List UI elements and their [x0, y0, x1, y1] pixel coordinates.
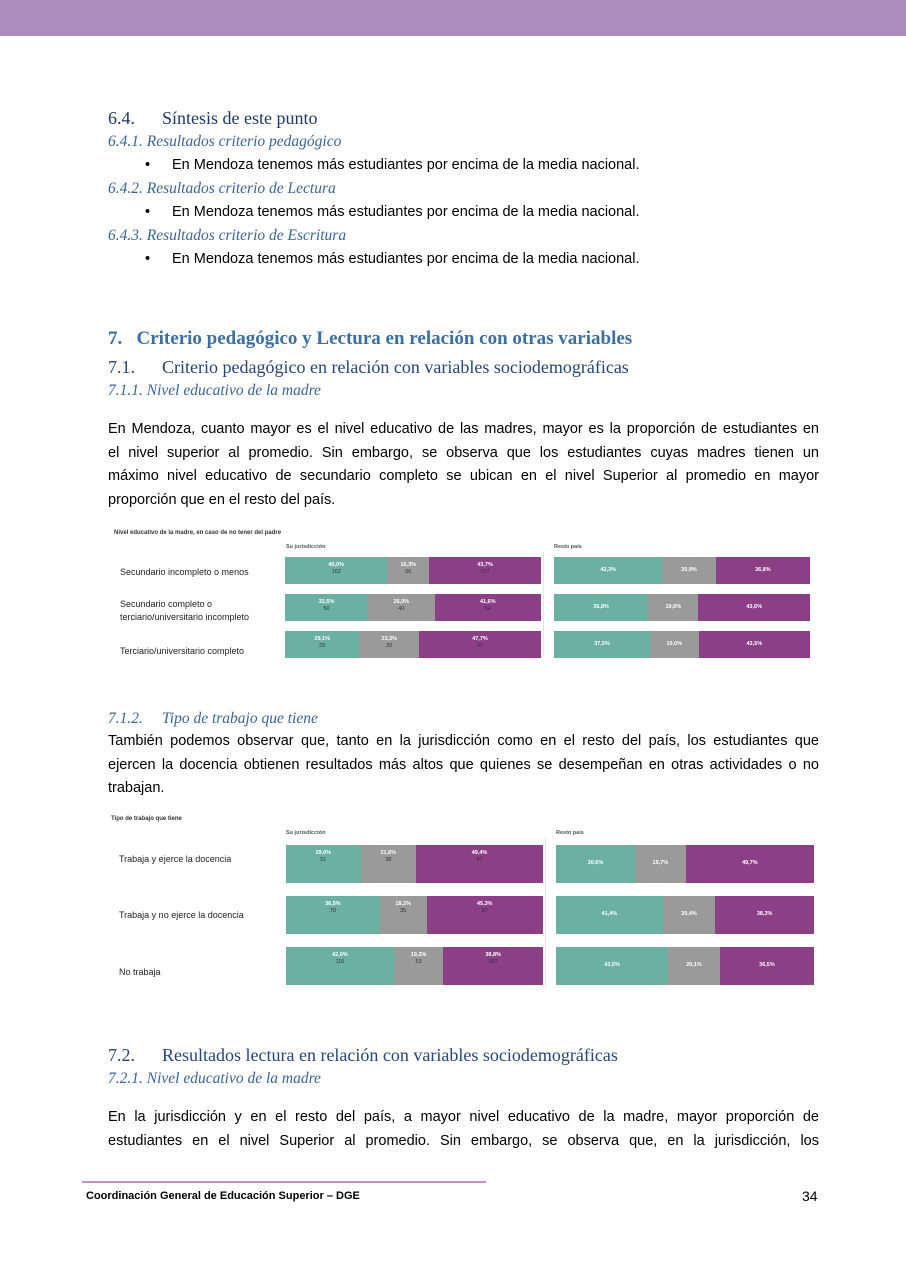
segment-promedio	[361, 845, 417, 883]
data-label: 29,0%	[315, 850, 332, 856]
panel-title-resto-pais: Resto país	[554, 544, 582, 550]
paragraph-line: En la jurisdicción y en el resto del país, a mayor nivel educativo de la madre, mayor proporción de	[108, 1109, 819, 1125]
category-label	[120, 566, 249, 579]
section-title: Criterio pedagógico en relación con variables sociodemográficas	[162, 357, 629, 377]
segment-promedio	[635, 845, 686, 883]
segment-debajo	[285, 557, 387, 584]
bullet-icon: •	[145, 157, 151, 173]
category-label-line: Trabaja y ejerce la docencia	[119, 854, 232, 864]
data-label: 19,0%	[666, 640, 683, 647]
segment-superior	[427, 896, 543, 934]
category-label	[119, 966, 161, 979]
count-label: 87	[481, 908, 488, 914]
section-7-heading: 7. Criterio pedagógico y Lectura en relación con otras variables	[108, 328, 633, 349]
section-title: Tipo de trabajo que tiene	[162, 710, 318, 727]
data-label: 32,5%	[318, 599, 335, 605]
data-label: 43,7%	[477, 562, 493, 568]
count-label: 35	[400, 908, 407, 914]
data-label: 16,3%	[400, 562, 417, 568]
stacked-bar-jurisdiccion	[286, 845, 543, 883]
section-6-4-1-heading: 6.4.1. Resultados criterio pedagógico	[108, 133, 342, 150]
category-label	[120, 598, 249, 624]
count-label: 162	[331, 569, 341, 575]
data-label: 36,8%	[755, 566, 771, 573]
stacked-bar-resto-pais	[556, 896, 814, 934]
footer-text: Coordinación General de Educación Superior – DGE	[86, 1190, 360, 1202]
section-number: 7.1.2.	[108, 710, 143, 727]
section-7-2-1-heading: 7.2.1. Nivel educativo de la madre	[108, 1070, 321, 1087]
segment-debajo	[286, 947, 394, 985]
count-label: 70	[329, 908, 336, 914]
stacked-bar-jurisdiccion	[286, 896, 543, 934]
paragraph-line: estudiantes en el nivel Superior al promedio. Sin embargo, se observa que, en la jurisdicción, los	[108, 1132, 819, 1149]
section-number: 6.4.	[108, 108, 135, 128]
data-label: 41,4%	[601, 911, 618, 917]
section-6-4-2-heading: 6.4.2. Resultados criterio de Lectura	[108, 180, 336, 197]
segment-promedio	[380, 896, 427, 934]
section-7-2-heading	[108, 1045, 618, 1066]
paragraph-line: trabajan.	[108, 780, 165, 797]
segment-superior	[435, 594, 541, 621]
stacked-bar-resto-pais	[554, 631, 810, 658]
data-label: 19,2%	[410, 952, 427, 958]
section-number: 7.1.	[108, 357, 135, 377]
segment-promedio	[368, 594, 434, 621]
segment-promedio	[394, 947, 443, 985]
chart-tipo-de-trabajo	[110, 814, 816, 990]
segment-superior	[429, 557, 541, 584]
panel-divider	[545, 838, 546, 988]
data-label: 20,4%	[681, 911, 697, 917]
count-label: 38	[385, 857, 392, 863]
data-label: 26,0%	[393, 599, 410, 605]
stacked-bar-jurisdiccion	[285, 557, 541, 584]
data-label: 37,5%	[594, 640, 610, 647]
count-label: 66	[405, 569, 412, 575]
paragraph-line: También podemos observar que, tanto en la jurisdicción como en el resto del país, los estudiantes que	[108, 733, 819, 749]
section-number: 7.2.	[108, 1045, 135, 1065]
segment-debajo	[286, 896, 380, 934]
stacked-bar-jurisdiccion	[285, 631, 541, 658]
count-label: 40	[398, 606, 405, 612]
segment-superior	[716, 557, 810, 584]
data-label: 30,6%	[587, 860, 604, 866]
segment-debajo	[554, 594, 648, 621]
category-label	[119, 853, 231, 866]
category-label-line: Terciario/universitario completo	[120, 646, 245, 656]
segment-superior	[720, 947, 814, 985]
stacked-bar-jurisdiccion	[285, 594, 541, 621]
data-label: 21,6%	[380, 850, 397, 856]
data-label: 20,1%	[686, 962, 702, 968]
data-label: 29,1%	[314, 636, 330, 642]
segment-superior	[419, 631, 541, 658]
segment-debajo	[556, 947, 668, 985]
data-label: 47,7%	[472, 636, 488, 642]
section-6-4-3-heading: 6.4.3. Resultados criterio de Escritura	[108, 227, 347, 244]
bullet-item	[145, 157, 745, 177]
data-label: 49,4%	[471, 850, 488, 856]
count-label: 20	[386, 643, 393, 649]
bullet-text: En Mendoza tenemos más estudiantes por encima de la media nacional.	[172, 157, 640, 173]
data-label: 18,2%	[395, 901, 411, 907]
segment-promedio	[648, 594, 698, 621]
segment-promedio	[387, 557, 429, 584]
segment-debajo	[285, 631, 359, 658]
bullet-icon: •	[145, 204, 151, 220]
top-banner	[0, 0, 906, 36]
segment-superior	[416, 845, 543, 883]
paragraph-line: máximo nivel educativo de secundario completo se ubican en el nivel Superior al promedio en mayor	[108, 468, 819, 485]
segment-debajo	[554, 631, 650, 658]
data-label: 20,9%	[681, 566, 697, 573]
count-label: 25	[319, 643, 326, 649]
page-number: 34	[802, 1188, 818, 1204]
bullet-text: En Mendoza tenemos más estudiantes por encima de la media nacional.	[172, 251, 640, 267]
bullet-text: En Mendoza tenemos más estudiantes por encima de la media nacional.	[172, 204, 640, 220]
segment-superior	[686, 845, 814, 883]
data-label: 43,6%	[746, 603, 762, 610]
stacked-bar-resto-pais	[556, 947, 814, 985]
data-label: 49,7%	[742, 860, 758, 866]
data-label: 41,6%	[479, 599, 496, 605]
data-label: 38,8%	[485, 952, 501, 958]
data-label: 36,5%	[325, 901, 341, 907]
data-label: 40,0%	[328, 562, 344, 568]
stacked-bar-resto-pais	[556, 845, 814, 883]
data-label: 43,5%	[604, 962, 620, 968]
count-label: 177	[480, 569, 490, 575]
count-label: 64	[484, 606, 491, 612]
segment-promedio	[359, 631, 419, 658]
chart-nivel-educativo-madre	[112, 528, 814, 658]
count-label: 53	[415, 959, 422, 965]
data-label: 43,5%	[746, 640, 763, 647]
section-7-1-heading	[108, 357, 629, 378]
paragraph-7-2-1	[108, 1106, 819, 1153]
section-title: Síntesis de este punto	[162, 108, 318, 128]
category-label-line: Trabaja y no ejerce la docencia	[119, 910, 244, 920]
paragraph-line: ejercen la docencia obtienen resultados más altos que quienes se desempeñan en otras actividades o no	[108, 756, 819, 773]
segment-promedio	[662, 557, 716, 584]
stacked-bar-jurisdiccion	[286, 947, 543, 985]
panel-title-resto-pais: Resto país	[556, 830, 584, 836]
segment-superior	[699, 631, 810, 658]
segment-promedio	[668, 947, 720, 985]
section-6-4-heading	[108, 108, 318, 129]
paragraph-line: En Mendoza, cuanto mayor es el nivel educativo de las madres, mayor es la proporción de estudiantes en	[108, 421, 819, 437]
data-label: 23,3%	[381, 636, 397, 642]
paragraph-7-1-2	[108, 730, 819, 801]
segment-debajo	[556, 845, 635, 883]
segment-promedio	[650, 631, 699, 658]
panel-title-jurisdiccion: Su jurisdicción	[286, 544, 326, 550]
category-label-line: terciario/universitario incompleto	[120, 612, 250, 622]
category-label	[119, 909, 244, 922]
section-7-1-2-heading	[108, 710, 318, 728]
count-label: 50	[323, 606, 330, 612]
category-label	[120, 645, 244, 658]
count-label: 116	[335, 959, 345, 965]
stacked-bar-resto-pais	[554, 594, 810, 621]
segment-superior	[698, 594, 810, 621]
section-7-1-1-heading: 7.1.1. Nivel educativo de la madre	[108, 382, 321, 399]
category-label-line: Secundario incompleto o menos	[120, 567, 249, 577]
data-label: 42,3%	[600, 566, 616, 573]
segment-debajo	[285, 594, 368, 621]
data-label: 19,7%	[652, 860, 669, 866]
segment-debajo	[554, 557, 662, 584]
data-label: 42,0%	[332, 952, 348, 958]
paragraph-line: el nivel superior al promedio. Sin embargo, se observa que los estudiantes cuyas madres tienen un	[108, 444, 819, 461]
data-label: 36,5%	[759, 962, 775, 968]
bullet-item	[145, 204, 745, 224]
paragraph-7-1-1	[108, 418, 819, 512]
segment-superior	[715, 896, 814, 934]
segment-superior	[443, 947, 543, 985]
count-label: 107	[488, 959, 498, 965]
chart-title: Tipo de trabajo que tiene	[111, 816, 182, 822]
segment-promedio	[663, 896, 716, 934]
data-label: 38,3%	[756, 911, 773, 917]
count-label: 51	[320, 857, 327, 863]
segment-debajo	[286, 845, 361, 883]
bullet-icon: •	[145, 251, 151, 267]
bullet-item	[145, 251, 745, 271]
paragraph-line: proporción que en el resto del país.	[108, 491, 336, 508]
panel-title-jurisdiccion: Su jurisdicción	[286, 830, 326, 836]
category-label-line: Secundario completo o	[120, 599, 213, 609]
section-title: Resultados lectura en relación con variables sociodemográficas	[162, 1045, 618, 1065]
footer-divider	[82, 1181, 486, 1183]
stacked-bar-resto-pais	[554, 557, 810, 584]
data-label: 36,8%	[593, 603, 609, 610]
category-label-line: No trabaja	[119, 967, 161, 977]
panel-divider	[543, 552, 544, 656]
data-label: 19,6%	[665, 603, 682, 610]
segment-debajo	[556, 896, 663, 934]
chart-title: Nivel educativo de la madre, en caso de no tener del padre	[114, 530, 282, 536]
count-label: 87	[476, 857, 483, 863]
count-label: 41	[476, 643, 484, 649]
data-label: 45,3%	[476, 901, 493, 907]
